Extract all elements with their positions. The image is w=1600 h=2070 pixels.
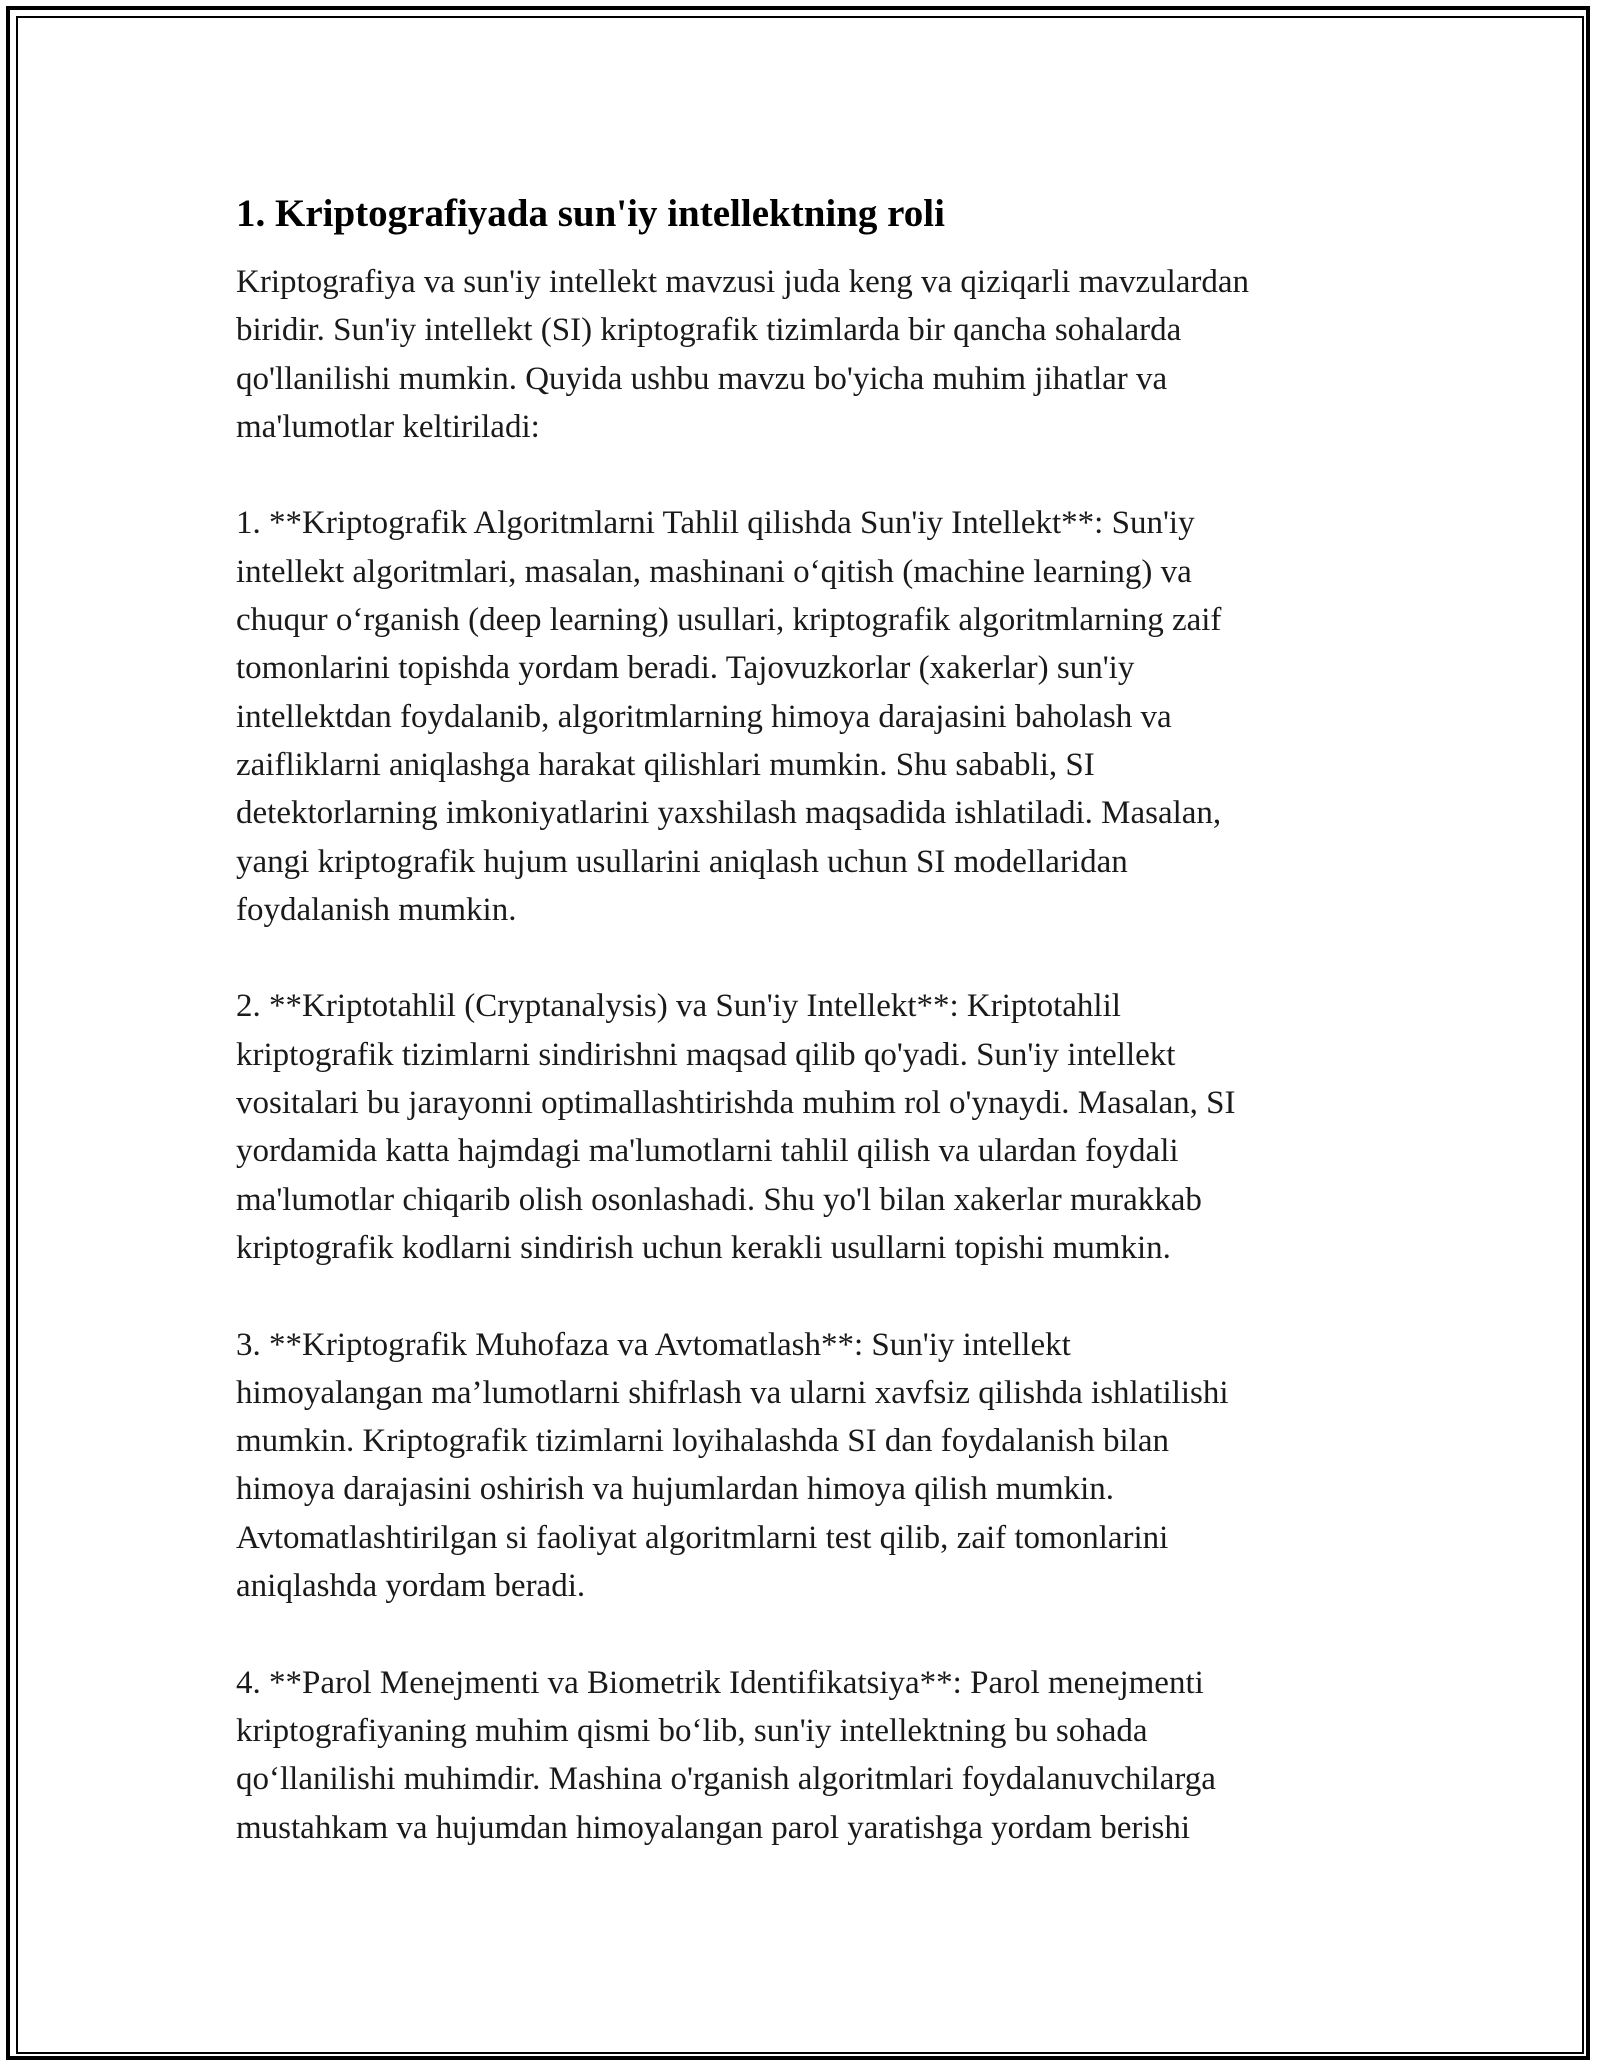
- document-title: 1. Kriptografiyada sun'iy intellektning roli: [236, 192, 945, 235]
- paragraph-algorithm-analysis: 1. **Kriptografik Algoritmlarni Tahlil qilishda Sun'iy Intellekt**: Sun'iy intellekt algoritmlari, masalan, mashinani o‘qitish (machine learning) va chuqur o‘rganish (deep learning) usullari, kriptografik algoritmlarning zaif tomonlarini topishda yordam beradi. Tajovuzkorlar (xakerlar) sun'iy intellektdan foydalanib, algoritmlarning himoya darajasini baholash va zaifliklarni aniqlashga harakat qilishlari mumkin. Shu sababli, SI detektorlarning imkoniyatlarini yaxshilash maqsadida ishlatiladi. Masalan, yangi kriptografik hujum usullarini aniqlash uchun SI modellaridan foydalanish mumkin.: [236, 505, 1222, 928]
- intro-paragraph: Kriptografiya va sun'iy intellekt mavzusi juda keng va qiziqarli mavzulardan biridir. Sun'iy intellekt (SI) kriptografik tizimlarda bir qancha sohalarda qo'llanilishi mumkin. Quyida ushbu mavzu bo'yicha muhim jihatlar va ma'lumotlar keltiriladi:: [236, 264, 1250, 445]
- paragraph-password-biometrics: 4. **Parol Menejmenti va Biometrik Identifikatsiya**: Parol menejmenti kriptografiyaning muhim qismi bo‘lib, sun'iy intellektning bu sohada qo‘llanilishi muhimdir. Mashina o'rganish algoritmlari foydalanuvchilarga mustahkam va hujumdan himoyalangan parol yaratishga yordam berishi: [236, 1664, 1216, 1846]
- document-body: [236, 188, 1376, 1852]
- paragraph-cryptanalysis: 2. **Kriptotahlil (Cryptanalysis) va Sun'iy Intellekt**: Kriptotahlil kriptografik tizimlarni sindirishni maqsad qilib qo'yadi. Sun'iy intellekt vositalari bu jarayonni optimallashtirishda muhim rol o'ynaydi. Masalan, SI yordamida katta hajmdagi ma'lumotlarni tahlil qilish va ulardan foydali ma'lumotlar chiqarib olish osonlashadi. Shu yo'l bilan xakerlar murakkab kriptografik kodlarni sindirish uchun kerakli usullarni topishi mumkin.: [236, 988, 1236, 1266]
- paragraph-protection-automation: 3. **Kriptografik Muhofaza va Avtomatlash**: Sun'iy intellekt himoyalangan ma’lumotlarni shifrlash va ularni xavfsiz qilishda ishlatilishi mumkin. Kriptografik tizimlarni loyihalashda SI dan foydalanish bilan himoya darajasini oshirish va hujumlardan himoya qilish mumkin. Avtomatlashtirilgan si faoliyat algoritmlarni test qilib, zaif tomonlarini aniqlashda yordam beradi.: [236, 1326, 1229, 1605]
